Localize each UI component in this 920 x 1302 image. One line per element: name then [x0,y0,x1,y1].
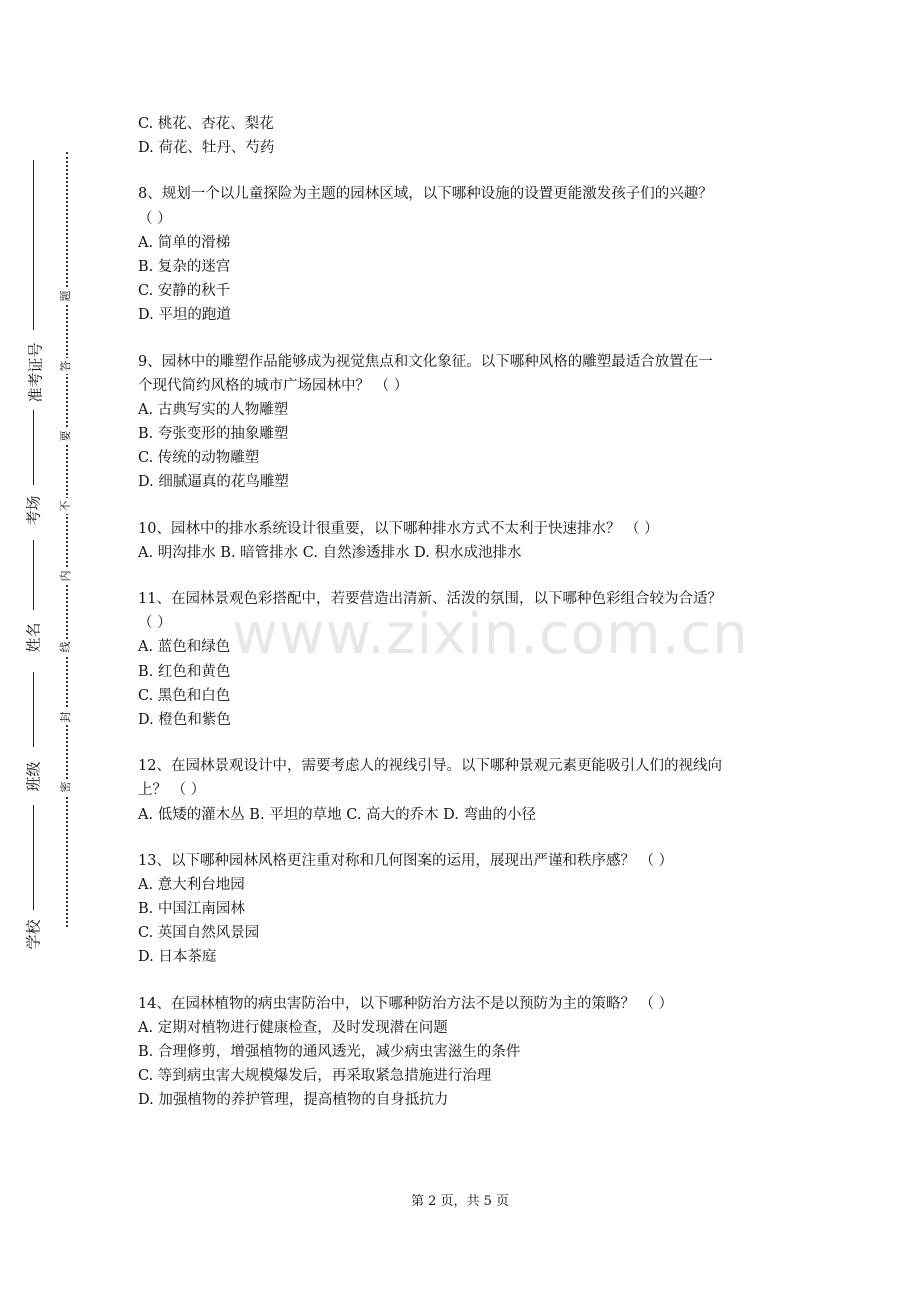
binding-strip [0,0,90,1302]
field-line [33,160,34,330]
option: A. 定期对植物进行健康检查，及时发现潜在问题 [138,1019,448,1036]
option: A. 低矮的灌木丛 B. 平坦的草地 C. 高大的乔木 D. 弯曲的小径 [138,806,537,823]
field-label-exam-number: 准考证号 [26,342,45,403]
option: D. 平坦的跑道 [138,307,231,324]
question-12 [138,754,788,827]
question-stem: 个现代简约风格的城市广场园林中？ （ ） [138,377,409,394]
option: B. 合理修剪，增强植物的通风透光，减少病虫害滋生的条件 [138,1044,521,1060]
page-footer: 第 2 页，共 5 页 [410,1194,510,1209]
field-label-name: 姓名 [24,622,43,653]
option: C. 传统的动物雕塑 [138,450,260,467]
option: C. 安静的秋千 [138,283,231,300]
seal-dotted-line [66,152,68,927]
option: D. 荷花、牡丹、芍药 [138,140,275,157]
question-stem: 8、规划一个以儿童探险为主题的园林区域，以下哪种设施的设置更能激发孩子们的兴趣？ [138,186,713,203]
option: C. 英国自然风景园 [138,925,260,942]
field-label-exam-room: 考场 [24,495,43,526]
question-stem: 上？ （ ） [138,782,206,799]
question-stem: （ ） [138,210,172,227]
question-stem: 10、园林中的排水系统设计很重要，以下哪种排水方式不太利于快速排水？ （ ） [138,520,659,537]
seal-char: 线 [57,639,75,655]
question-8 [138,182,788,327]
question-9 [138,350,788,495]
field-line [33,540,34,610]
option: D. 细腻逼真的花鸟雕塑 [138,474,289,491]
option: C. 等到病虫害大规模爆发后，再采取紧急措施进行治理 [138,1068,492,1085]
previous-question-options [138,112,788,160]
seal-char: 密 [57,779,75,795]
option: D. 加强植物的养护管理，提高植物的自身抵抗力 [138,1092,449,1109]
question-11 [138,587,788,732]
question-stem: 14、在园林植物的病虫害防治中，以下哪种防治方法不是以预防为主的策略？ （ ） [138,995,674,1012]
question-13 [138,849,788,970]
seal-char: 要 [57,428,75,444]
seal-char: 答 [57,358,75,374]
option: A. 意大利台地园 [138,876,245,893]
field-line [33,805,34,910]
option: A. 明沟排水 B. 暗管排水 C. 自然渗透排水 D. 积水成池排水 [138,544,522,561]
option: C. 黑色和白色 [138,687,231,704]
watermark: www.zixin.com.cn [232,602,749,667]
option: B. 红色和黄色 [138,663,231,680]
option: D. 日本茶庭 [138,949,217,966]
field-line [33,672,34,747]
seal-char: 内 [57,568,75,584]
option: A. 蓝色和绿色 [138,639,231,656]
option: A. 古典写实的人物雕塑 [138,401,289,418]
option: C. 桃花、杏花、梨花 [138,116,274,132]
question-10 [138,517,788,565]
question-stem: （ ） [138,615,172,632]
option: D. 橙色和紫色 [138,711,231,728]
seal-char: 封 [57,709,75,725]
exam-content [138,112,788,1113]
option: B. 复杂的迷宫 [138,258,231,275]
question-stem: 11、在园林景观色彩搭配中，若要营造出清新、活泼的氛围，以下哪种色彩组合较为合适？ [138,591,722,607]
field-label-class: 班级 [24,761,43,792]
option: B. 中国江南园林 [138,901,245,918]
question-stem: 12、在园林景观设计中，需要考虑人的视线引导。以下哪种景观元素更能吸引人们的视线向 [138,758,722,775]
seal-char: 题 [57,288,75,304]
field-line [33,410,34,485]
question-stem: 13、以下哪种园林风格更注重对称和几何图案的运用，展现出严谨和秩序感？ （ ） [138,852,674,869]
question-stem: 9、园林中的雕塑作品能够成为视觉焦点和文化象征。以下哪种风格的雕塑最适合放置在一 [138,353,713,370]
question-14 [138,992,788,1113]
seal-char: 不 [57,498,75,514]
option: A. 简单的滑梯 [138,234,231,251]
option: B. 夸张变形的抽象雕塑 [138,426,289,443]
field-label-school: 学校 [24,919,43,950]
